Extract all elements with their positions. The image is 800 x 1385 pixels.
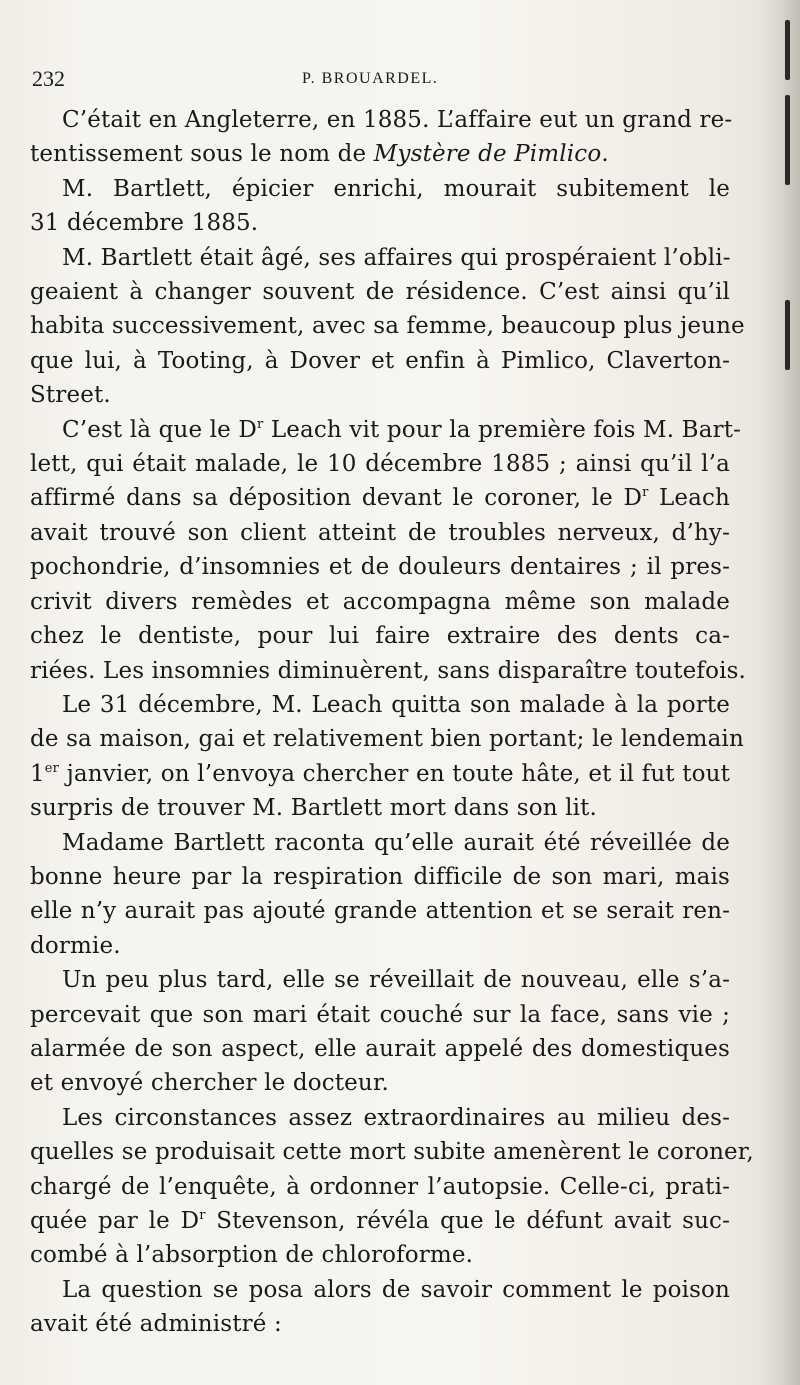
text-line xyxy=(30,688,730,722)
paragraph xyxy=(30,963,730,1101)
text-line xyxy=(30,826,730,860)
text-line xyxy=(30,413,742,447)
text-line xyxy=(30,1273,730,1307)
text-line xyxy=(30,206,730,240)
text-run: 1 xyxy=(30,760,45,787)
text-run: quelles se produisait cette mort subite amenèrent le coroner, xyxy=(30,1139,754,1166)
text-run: C’est là que le D xyxy=(62,416,257,443)
text-line xyxy=(30,619,730,653)
text-line xyxy=(30,275,730,309)
text-line xyxy=(30,378,730,412)
text-run: Stevenson, révéla que le défunt avait suc- xyxy=(205,1208,731,1234)
text-run: La question se posa alors de savoir comment le poison xyxy=(62,1276,730,1303)
text-line xyxy=(30,998,730,1032)
text-run: quée par le D xyxy=(30,1208,200,1234)
text-line xyxy=(30,516,730,550)
superscript: r xyxy=(199,1208,206,1223)
text-run: chargé de l’enquête, à ordonner l’autopsie. Celle-ci, prati- xyxy=(30,1173,730,1200)
italic-title: Mystère de Pimlico xyxy=(373,141,602,168)
superscript: er xyxy=(44,760,60,776)
text-line xyxy=(30,1238,730,1272)
text-run: crivit divers remèdes et accompagna même son malade xyxy=(30,588,730,615)
text-run: avait trouvé son client atteint de troubles nerveux, d’hy- xyxy=(30,519,730,546)
text-line xyxy=(30,860,730,894)
text-run: combé à l’absorption de chloroforme. xyxy=(30,1242,474,1269)
text-run: chez le dentiste, pour lui faire extraire des dents ca- xyxy=(30,623,730,650)
page-number: 232 xyxy=(32,66,65,91)
text-run: Les circonstances assez extraordinaires au milieu des- xyxy=(62,1104,730,1131)
text-run: bonne heure par la respiration difficile de son mari, mais xyxy=(30,863,730,890)
text-line xyxy=(30,1101,730,1135)
text-line xyxy=(30,1204,730,1238)
text-run: janvier, on l’envoya chercher en toute hâte, et il fut tout xyxy=(59,760,730,787)
paragraph xyxy=(30,826,730,964)
text-line xyxy=(30,1170,730,1204)
paragraph xyxy=(30,103,733,172)
paragraph xyxy=(30,413,747,688)
text-line xyxy=(30,654,747,688)
text-line xyxy=(30,722,744,756)
text-line xyxy=(30,103,733,137)
text-run: alarmée de son aspect, elle aurait appelé des domestiques xyxy=(30,1035,730,1062)
body-text xyxy=(30,103,754,1342)
text-line xyxy=(30,791,730,825)
text-run: Le 31 décembre, M. Leach quitta son malade à la porte xyxy=(62,691,730,718)
text-run: Un peu plus tard, elle se réveillait de nouveau, elle s’a- xyxy=(62,967,730,994)
text-line xyxy=(30,894,730,928)
text-line xyxy=(30,137,730,171)
page-edge-mark xyxy=(785,300,790,370)
paragraph xyxy=(30,688,744,826)
page-edge-mark xyxy=(785,95,790,185)
text-line xyxy=(30,241,730,275)
text-line xyxy=(30,481,730,515)
text-run: que lui, à Tooting, à Dover et enfin à Pimlico, Claverton- xyxy=(30,347,730,374)
page-gutter-shadow xyxy=(758,0,800,1385)
text-run: Leach vit pour la première fois M. Bart- xyxy=(263,416,742,443)
text-line xyxy=(30,1135,754,1169)
running-head: P. BROUARDEL. xyxy=(302,70,439,87)
text-run: . xyxy=(601,141,609,168)
text-line xyxy=(30,929,730,963)
text-run: Leach xyxy=(648,485,730,512)
text-line xyxy=(30,1032,730,1066)
text-line xyxy=(30,585,730,619)
text-run: dormie. xyxy=(30,932,121,959)
text-run: avait été administré : xyxy=(30,1311,282,1338)
text-line xyxy=(30,757,730,791)
superscript: r xyxy=(256,416,264,432)
text-line xyxy=(30,1066,730,1100)
text-run: elle n’y aurait pas ajouté grande attention et se serait ren- xyxy=(30,898,730,925)
text-run: affirmé dans sa déposition devant le coroner, le D xyxy=(30,485,643,512)
text-run: riées. Les insomnies diminuèrent, sans disparaître toutefois. xyxy=(30,657,747,684)
text-run: de sa maison, gai et relativement bien portant; le lendemain xyxy=(30,726,744,753)
text-line xyxy=(30,309,745,343)
superscript: r xyxy=(642,485,649,501)
text-run: percevait que son mari était couché sur la face, sans vie ; xyxy=(30,1001,730,1028)
text-line xyxy=(30,172,730,206)
text-run: surpris de trouver M. Bartlett mort dans son lit. xyxy=(30,795,597,822)
paragraph xyxy=(30,172,730,241)
paragraph xyxy=(30,241,745,413)
text-run: geaient à changer souvent de résidence. C’est ainsi qu’il xyxy=(30,279,730,306)
text-run: lett, qui était malade, le 10 décembre 1885 ; ainsi qu’il l’a xyxy=(30,451,730,478)
text-line xyxy=(30,447,730,481)
text-run: M. Bartlett, épicier enrichi, mourait subitement le xyxy=(62,175,730,202)
text-run: et envoyé chercher le docteur. xyxy=(30,1070,389,1097)
text-run: pochondrie, d’insomnies et de douleurs dentaires ; il pres- xyxy=(30,554,730,581)
text-line xyxy=(30,344,730,378)
text-line xyxy=(30,963,730,997)
text-run: Street. xyxy=(30,382,111,409)
text-line xyxy=(30,1307,730,1341)
text-line xyxy=(30,550,730,584)
page-header xyxy=(32,66,732,100)
text-run: C’était en Angleterre, en 1885. L’affaire eut un grand re- xyxy=(62,107,733,133)
text-run: M. Bartlett était âgé, ses affaires qui prospéraient l’obli- xyxy=(62,244,731,271)
text-run: tentissement sous le nom de xyxy=(30,141,374,168)
text-run: 31 décembre 1885. xyxy=(30,210,259,237)
text-run: Madame Bartlett raconta qu’elle aurait été réveillée de xyxy=(62,829,730,856)
text-run: habita successivement, avec sa femme, beaucoup plus jeune xyxy=(30,313,745,340)
paragraph xyxy=(30,1273,730,1342)
page-edge-mark xyxy=(785,20,790,80)
paragraph xyxy=(30,1101,754,1273)
